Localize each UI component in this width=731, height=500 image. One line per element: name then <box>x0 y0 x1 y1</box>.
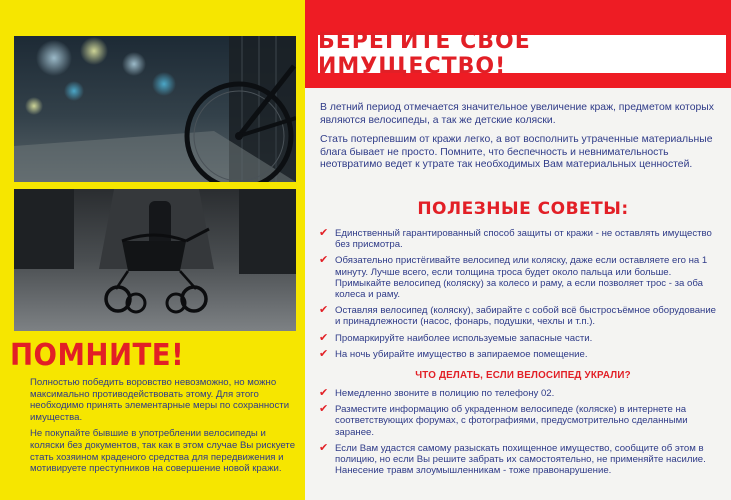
intro-paragraph-2: Стать потерпевшим от кражи легко, а вот восполнить утраченные материальные блага бывает не просто. Помните, что беспечность и невнимательность неотвратимо ведет к утрате так необходимых Вам материальных ценностей. <box>320 134 713 171</box>
stolen-text: Разместите информацию об украденном велосипеде (коляске) в интернете на соответствующих форумах, с фотографиями, предусмотрительно сделанными заранее. <box>335 404 688 438</box>
tip-text: Единственный гарантированный способ защиты от кражи - не оставлять имущество без присмотра. <box>335 228 712 251</box>
list-item <box>319 305 723 327</box>
stolen-list <box>319 388 723 481</box>
remember-text <box>30 377 300 480</box>
list-item <box>319 388 723 399</box>
intro-paragraph-1: В летний период отмечается значительное увеличение краж, предметом которых являются велосипеды, а так же детские коляски. <box>320 102 714 126</box>
page-title: БЕРЕГИТЕ СВОЕ ИМУЩЕСТВО! <box>318 35 726 73</box>
remember-paragraph-1: Полностью победить воровство невозможно, но можно максимально противодействовать этому. Для этого необходимо принять элементарные меры по сохранности имущества. <box>30 377 290 423</box>
stroller-photo <box>14 189 296 331</box>
list-item <box>319 440 723 477</box>
remember-title: ПОМНИТЕ! <box>10 338 185 373</box>
list-item <box>319 346 723 360</box>
check-mark-icon: ✔ <box>319 440 329 454</box>
tips-list <box>319 228 723 365</box>
check-mark-icon: ✔ <box>319 386 329 399</box>
left-column <box>0 0 305 500</box>
tip-text: Промаркируйте наиболее используемые запасные части. <box>335 332 593 344</box>
intro-text <box>320 102 720 179</box>
list-item <box>319 228 723 250</box>
tips-title: ПОЛЕЗНЫЕ СОВЕТЫ: <box>417 199 629 219</box>
check-mark-icon: ✔ <box>319 402 329 416</box>
stolen-title: ЧТО ДЕЛАТЬ, ЕСЛИ ВЕЛОСИПЕД УКРАЛИ? <box>415 370 631 381</box>
list-item <box>319 404 723 438</box>
list-item <box>319 330 723 344</box>
tip-text: Обязательно пристёгивайте велосипед или коляску, даже если оставляете его на 1 минуту. Лучше всего, если толщина троса будет около пальца или больше. Примыкайте велосипед (коляску) за колесо и раму, а если позволяет трос - за оба колеса и раму. <box>335 255 708 301</box>
stolen-text: Если Вам удастся самому разыскать похищенное имущество, сообщите об этом в полицию, но если Вы решите забрать их самостоятельно, не применяйте насилие. Нанесение травм злоумышленникам - тоже правонарушение. <box>335 442 706 477</box>
tip-text: На ночь убирайте имущество в запираемое помещение. <box>335 348 588 360</box>
bicycle-photo <box>14 36 296 182</box>
stolen-text: Немедленно звоните в полицию по телефону 02. <box>335 388 555 399</box>
check-mark-icon: ✔ <box>319 226 329 239</box>
remember-paragraph-2: Не покупайте бывшие в употреблении велосипеды и коляски без документов, так как в этом случае Вы рискуете стать хозяином краденого средства для передвижения и мотивируете преступников на совершение новой кражи. <box>30 428 296 475</box>
list-item <box>319 255 723 300</box>
check-mark-icon: ✔ <box>319 330 329 344</box>
tip-text: Оставляя велосипед (коляску), забирайте с собой всё быстросъёмное оборудование и принадлежности (насос, фонарь, подушки, чехлы и т.п.). <box>335 305 717 328</box>
check-mark-icon: ✔ <box>319 253 329 267</box>
check-mark-icon: ✔ <box>319 303 329 317</box>
check-mark-icon: ✔ <box>319 346 329 360</box>
